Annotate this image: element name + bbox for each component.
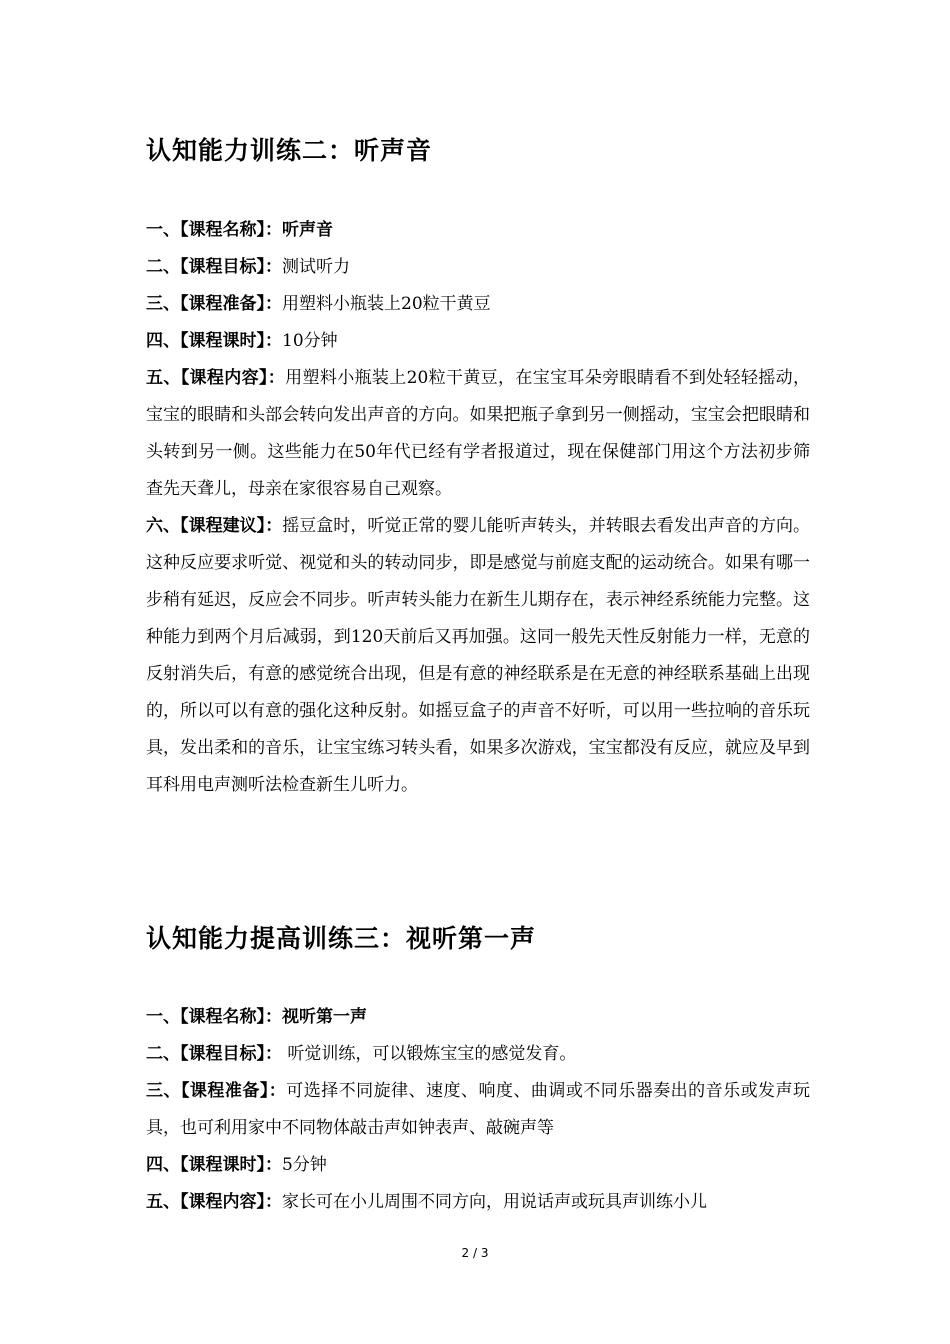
course-prep-item: [146, 286, 810, 323]
item-value: 用塑料小瓶装上20粒干黄豆: [282, 294, 491, 314]
course-name-item: [146, 212, 810, 249]
course-goal-item: [146, 1036, 810, 1073]
item-value: 听声音: [282, 220, 333, 240]
item-value: 5分钟: [282, 1155, 327, 1175]
item-label: 三、【课程准备】：: [146, 294, 282, 314]
item-label: 五、【课程内容】：: [146, 1192, 282, 1212]
section1-title: 认知能力训练二：听声音: [146, 136, 433, 165]
item-value: 测试听力: [282, 257, 350, 277]
item-label: 二、【课程目标】：: [146, 257, 282, 277]
item-label: 一、【课程名称】：: [146, 220, 282, 240]
item-value: 可选择不同旋律、速度、响度、曲调或不同乐器奏出的音乐或发声玩具，也可利用家中不同物体敲击声如钟表声、敲碗声等: [146, 1081, 811, 1138]
page-number: 2 / 3: [461, 1246, 489, 1260]
course-advice-item: [146, 508, 810, 804]
item-label: 四、【课程课时】：: [146, 1155, 282, 1175]
item-value: 用塑料小瓶装上20粒干黄豆，在宝宝耳朵旁眼睛看不到处轻轻摇动，宝宝的眼睛和头部会转向发出声音的方向。如果把瓶子拿到另一侧摇动，宝宝会把眼睛和头转到另一侧。这些能力在50年代已经有学者报道过，现在保健部门用这个方法初步筛查先天聋儿，母亲在家很容易自己观察。: [146, 368, 810, 499]
item-value: 家长可在小儿周围不同方向，用说话声或玩具声训练小儿: [282, 1192, 707, 1212]
item-value: 摇豆盒时，听觉正常的婴儿能听声转头，并转眼去看发出声音的方向。这种反应要求听觉、视觉和头的转动同步，即是感觉与前庭支配的运动统合。如果有哪一步稍有延迟，反应会不同步。听声转头能力在新生儿期存在，表示神经系统能力完整。这种能力到两个月后减弱，到120天前后又再加强。这同一般先天性反射能力一样，无意的反射消失后，有意的感觉统合出现，但是有意的神经联系是在无意的神经联系基础上出现的，所以可以有意的强化这种反射。如摇豆盒子的声音不好听，可以用一些拉响的音乐玩具，发出柔和的音乐，让宝宝练习转头看，如果多次游戏，宝宝都没有反应，就应及早到耳科用电声测听法检查新生儿听力。: [146, 516, 811, 795]
item-label: 四、【课程课时】：: [146, 331, 282, 351]
item-label: 三、【课程准备】：: [146, 1081, 287, 1101]
item-label: 六、【课程建议】：: [146, 516, 283, 536]
course-prep-item: [146, 1073, 810, 1147]
item-value: 视听第一声: [282, 1007, 367, 1027]
course-goal-item: [146, 249, 810, 286]
item-label: 五、【课程内容】：: [146, 368, 286, 388]
course-content-item: [146, 1184, 810, 1221]
course-duration-item: [146, 323, 810, 360]
course-duration-item: [146, 1147, 810, 1184]
section2-body: [146, 999, 810, 1221]
item-value: 听觉训练，可以锻炼宝宝的感觉发育。: [282, 1044, 577, 1064]
item-value: 10分钟: [282, 331, 338, 351]
item-label: 二、【课程目标】：: [146, 1044, 282, 1064]
item-label: 一、【课程名称】：: [146, 1007, 282, 1027]
course-name-item: [146, 999, 810, 1036]
section2-title: 认知能力提高训练三：视听第一声: [146, 924, 537, 953]
section1-body: [146, 212, 810, 804]
course-content-item: [146, 360, 810, 508]
